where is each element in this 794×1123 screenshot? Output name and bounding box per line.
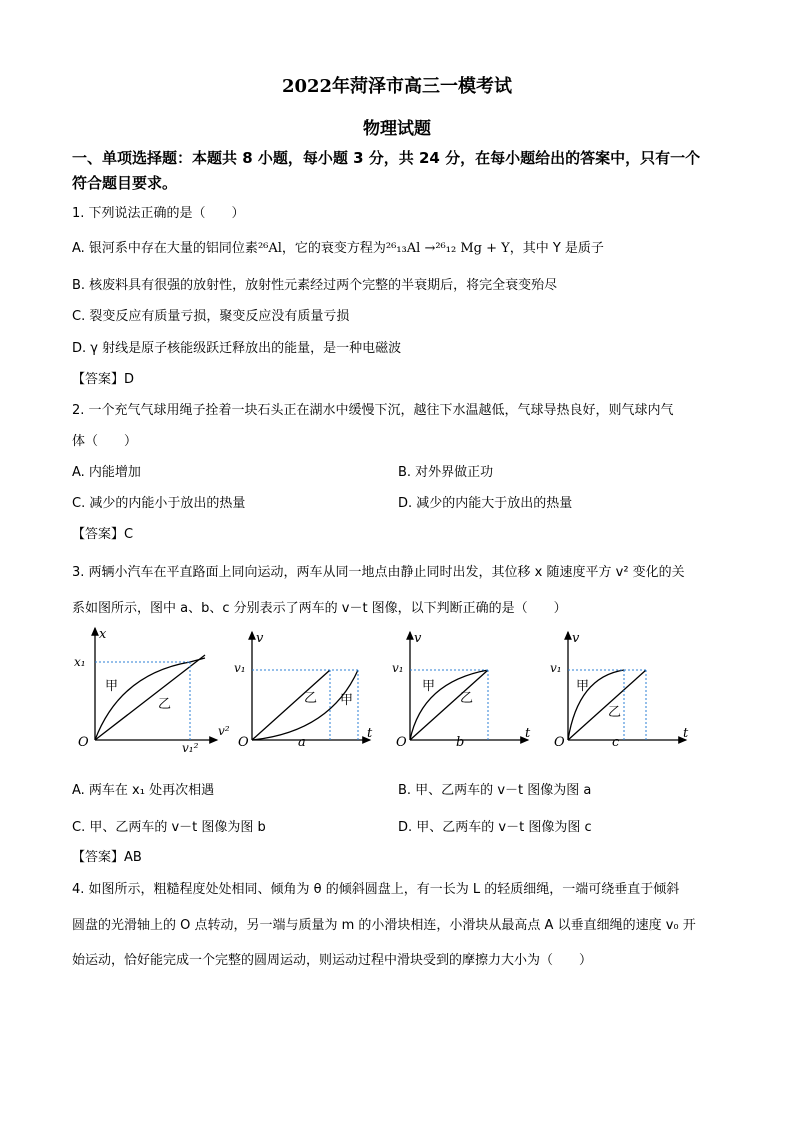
gb-label-t: t: [525, 726, 531, 741]
gc-label-yi: 乙: [608, 705, 622, 720]
g1-label-v2: v²: [218, 724, 230, 738]
q1-a-pre: A. 银河系中存在大量的铝同位素: [72, 241, 258, 256]
q1-a-post: ，其中 Y 是质子: [509, 241, 604, 256]
g1-label-origin: O: [78, 735, 89, 750]
gc-label-t: t: [683, 726, 689, 741]
g1-line-yi: [95, 655, 205, 740]
q1-stem: 1. 下列说法正确的是（ ）: [72, 206, 245, 221]
ga-label-origin: O: [238, 735, 249, 750]
q3-figure: [60, 622, 700, 757]
g1-label-yi: 乙: [158, 697, 172, 712]
q1-a-eq: ²⁶₁₃Al →²⁶₁₂ Mg + Y: [385, 241, 510, 256]
q2-option-d: D. 减少的内能大于放出的热量: [398, 496, 573, 511]
g1-label-x: x: [99, 627, 107, 642]
q1-option-d: D. γ 射线是原子核能级跃迁释放出的能量，是一种电磁波: [72, 341, 402, 356]
ga-line-yi: [252, 670, 330, 740]
gb-label-yi: 乙: [460, 691, 474, 706]
section-heading-line2: 符合题目要求。: [72, 174, 178, 192]
q2-option-b: B. 对外界做正功: [398, 465, 494, 480]
gb-label-b: b: [456, 735, 465, 750]
gb-label-jia: 甲: [422, 679, 436, 694]
section-heading-line1: 一、单项选择题：本题共 8 小题，每小题 3 分，共 24 分，在每小题给出的答案中，只有一个: [72, 149, 701, 167]
q1-option-c: C. 裂变反应有质量亏损，聚变反应没有质量亏损: [72, 309, 350, 324]
gb-label-v: v: [414, 631, 422, 646]
q2-option-c: C. 减少的内能小于放出的热量: [72, 496, 246, 511]
g1-label-v1sq: v₁²: [182, 741, 199, 755]
page-subtitle: 物理试题: [363, 119, 431, 139]
q4-line1: 4. 如图所示，粗糙程度处处相同、倾角为 θ 的倾斜圆盘上，有一长为 L 的轻质细绳，一端可绕垂直于倾斜: [72, 882, 680, 897]
ga-label-yi: 乙: [304, 691, 318, 706]
q1-option-b: B. 核废料具有很强的放射性，放射性元素经过两个完整的半衰期后，将完全衰变殆尽: [72, 278, 558, 293]
g1-label-jia: 甲: [105, 679, 119, 694]
gc-label-jia: 甲: [576, 679, 590, 694]
gb-label-origin: O: [396, 735, 407, 750]
gc-label-c: c: [612, 735, 620, 750]
q4-line3: 始运动，恰好能完成一个完整的圆周运动，则运动过程中滑块受到的摩擦力大小为（ ）: [72, 953, 593, 968]
q3-option-b: B. 甲、乙两车的 v－t 图像为图 a: [398, 783, 592, 798]
q3-stem-line2: 系如图所示，图中 a、b、c 分别表示了两车的 v－t 图像，以下判断正确的是（ ）: [72, 601, 567, 616]
q1-a-mid: ，它的衰变方程为: [281, 241, 386, 256]
ga-label-v: v: [256, 631, 264, 646]
q3-option-d: D. 甲、乙两车的 v－t 图像为图 c: [398, 820, 592, 835]
graph-a: [234, 631, 373, 750]
ga-label-jia: 甲: [340, 693, 354, 708]
q1-option-a: [72, 237, 604, 256]
q4-line2: 圆盘的光滑轴上的 O 点转动，另一端与质量为 m 的小滑块相连，小滑块从最高点 A 以垂直细绳的速度 v₀ 开: [72, 918, 696, 933]
page-title: 2022年菏泽市高三一模考试: [281, 76, 513, 97]
q1-a-iso: ²⁶Al: [257, 241, 282, 256]
q2-stem-line1: 2. 一个充气气球用绳子拴着一块石头正在湖水中缓慢下沉，越往下水温越低，气球导热良好，则气球内气: [72, 403, 674, 418]
g1-label-x1: x₁: [74, 655, 86, 669]
ga-label-v1: v₁: [234, 661, 246, 675]
q3-answer: 【答案】AB: [72, 850, 142, 865]
gc-label-v1: v₁: [550, 661, 562, 675]
q3-stem-line1: 3. 两辆小汽车在平直路面上同向运动，两车从同一地点由静止同时出发，其位移 x 随速度平方 v² 变化的关: [72, 565, 685, 580]
q2-answer: 【答案】C: [72, 527, 134, 542]
gb-label-v1: v₁: [392, 661, 404, 675]
q3-option-c: C. 甲、乙两车的 v－t 图像为图 b: [72, 820, 266, 835]
q2-option-a: A. 内能增加: [72, 465, 141, 480]
q3-option-a: A. 两车在 x₁ 处再次相遇: [72, 783, 215, 798]
ga-label-t: t: [367, 726, 373, 741]
gc-label-origin: O: [554, 735, 565, 750]
ga-label-a: a: [298, 735, 306, 750]
graph-b: [392, 631, 531, 750]
gc-label-v: v: [572, 631, 580, 646]
graph-x-v2: [74, 627, 230, 755]
graph-c: [550, 631, 689, 750]
q2-stem-line2: 体（ ）: [72, 434, 138, 449]
q1-answer: 【答案】D: [72, 372, 135, 387]
